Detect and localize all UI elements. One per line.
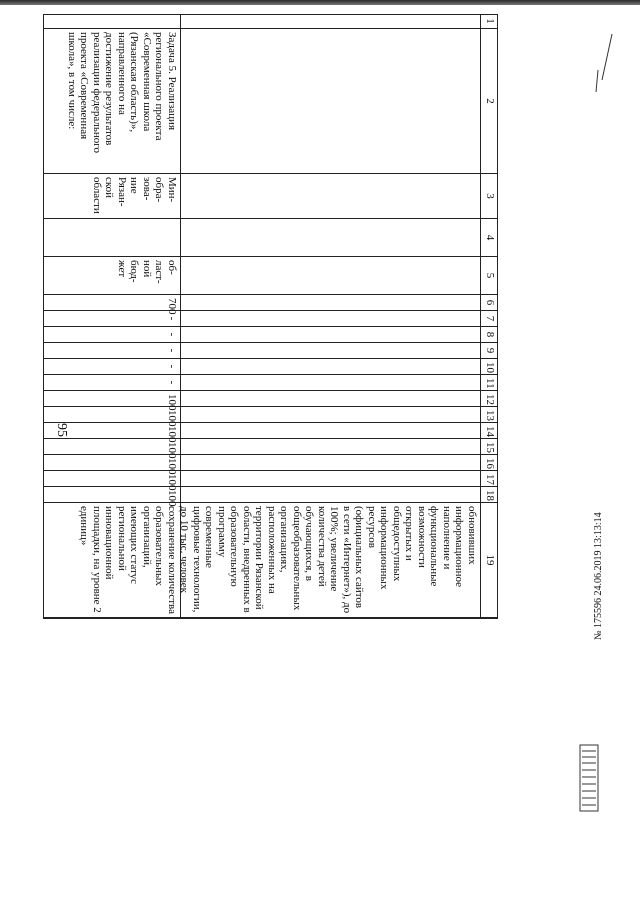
row-b-col-19: сохранение количества образовательных организаций, имеющих статус региональной инновационной площадки, на уровне 2 единиц» [43, 503, 180, 618]
signature-mark [590, 30, 620, 100]
row-a-col-5 [180, 257, 480, 295]
budget-table [43, 14, 498, 619]
column-header-4: 4 [480, 219, 498, 257]
row-b-col-3: Мин-обра-зова-ние Рязан-ской области [43, 174, 180, 219]
row-a-col-7 [180, 311, 480, 327]
page-number: 95 [54, 423, 69, 437]
column-header-13: 13 [480, 407, 498, 423]
row-b-col-18: 100 [43, 487, 180, 503]
column-header-5: 5 [480, 257, 498, 295]
row-b-col-4 [43, 219, 180, 257]
column-header-10: 10 [480, 359, 498, 375]
row-a-col-19: обновивших информационное наполнение и функциональные возможности открытых и общедоступных информационных ресурсов (официальных сайтов в сети «Интернет»), до 100%; увеличение количества детей обучающихся, в общеобразовательных организациях, расположенных на территории Рязанской области, внедренных в образовательную программу современные цифровые технологии, до 10 тыс. человек [180, 503, 480, 618]
column-header-6: 6 [480, 295, 498, 311]
row-b-col-2: Задача 5. Реализация регионального проекта «Современная школа (Рязанская область)», направленного на достижение результатов реализации федерального проекта «Современная школа», в том числе: [43, 29, 180, 174]
column-header-18: 18 [480, 487, 498, 503]
column-header-16: 16 [480, 455, 498, 471]
column-header-2: 2 [480, 29, 498, 174]
barcode-stamp [578, 743, 602, 813]
row-b-col-13: 100 [43, 407, 180, 423]
row-a-col-14 [180, 423, 480, 439]
column-header-8: 8 [480, 327, 498, 343]
row-a-col-2 [180, 29, 480, 174]
row-a-col-1 [180, 14, 480, 29]
row-b-col-12: 100 [43, 391, 180, 407]
row-a-col-3 [180, 174, 480, 219]
row-b-col-6: 700 [43, 295, 180, 311]
row-b-col-7: - [43, 311, 180, 327]
row-b-col-10: - [43, 359, 180, 375]
row-b-col-9: - [43, 343, 180, 359]
row-a-col-9 [180, 343, 480, 359]
column-header-14: 14 [480, 423, 498, 439]
column-header-15: 15 [480, 439, 498, 455]
row-b-col-15: 100 [43, 439, 180, 455]
row-b-col-14: 100 [43, 423, 180, 439]
row-b-col-5: об-ласт-ной бюд-жет [43, 257, 180, 295]
row-a-col-13 [180, 407, 480, 423]
column-header-12: 12 [480, 391, 498, 407]
row-a-col-11 [180, 375, 480, 391]
row-b-col-8: - [43, 327, 180, 343]
row-a-col-4 [180, 219, 480, 257]
column-header-19: 19 [480, 503, 498, 618]
row-a-col-6 [180, 295, 480, 311]
column-header-7: 7 [480, 311, 498, 327]
row-b-col-17: 100 [43, 471, 180, 487]
row-a-col-8 [180, 327, 480, 343]
column-header-11: 11 [480, 375, 498, 391]
registration-footer: № 175596 24.06.2019 13:13:14 [593, 512, 604, 640]
column-header-1: 1 [480, 14, 498, 29]
row-b-col-1 [43, 14, 180, 29]
scan-edge [0, 0, 640, 5]
column-header-9: 9 [480, 343, 498, 359]
row-a-col-15 [180, 439, 480, 455]
column-header-3: 3 [480, 174, 498, 219]
row-a-col-17 [180, 471, 480, 487]
row-b-col-11: - [43, 375, 180, 391]
row-b-col-16: 100 [43, 455, 180, 471]
row-a-col-18 [180, 487, 480, 503]
rotated-table-page [43, 14, 498, 619]
column-header-17: 17 [480, 471, 498, 487]
row-a-col-16 [180, 455, 480, 471]
row-a-col-10 [180, 359, 480, 375]
row-a-col-12 [180, 391, 480, 407]
